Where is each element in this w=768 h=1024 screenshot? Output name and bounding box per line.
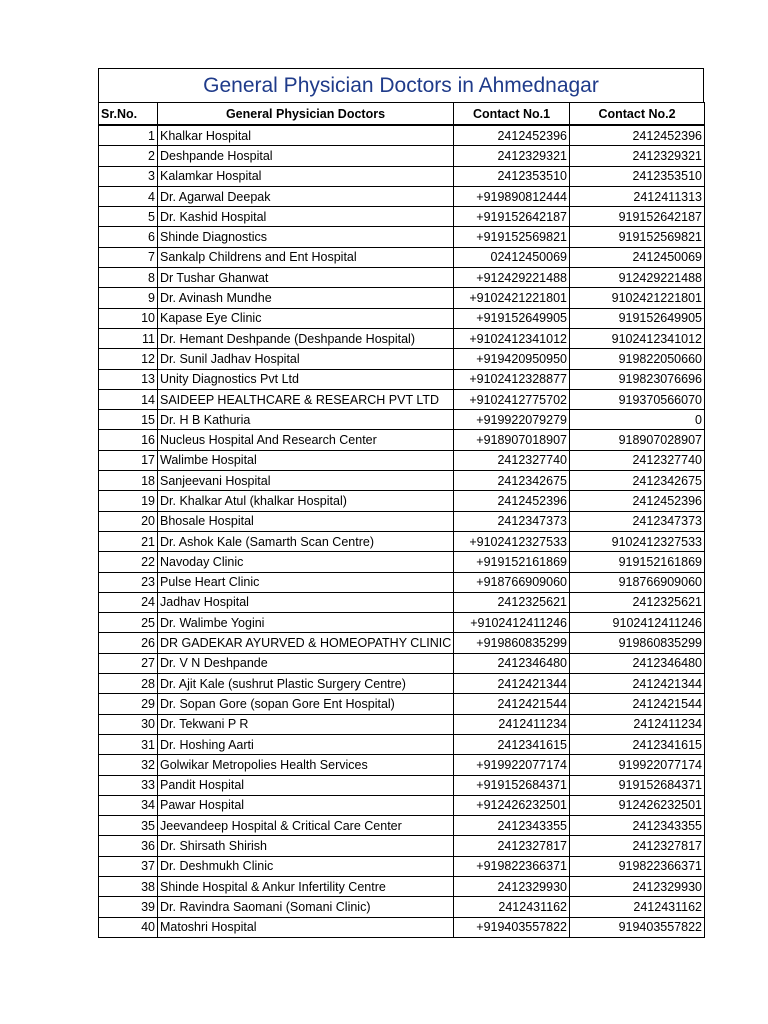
row-sr-no: 27 [99, 653, 158, 673]
table-row [99, 755, 705, 775]
row-doctor-name: Dr. Ravindra Saomani (Somani Clinic) [158, 897, 454, 917]
row-contact-1: +919152649905 [454, 308, 570, 328]
row-contact-2: 919152569821 [570, 227, 705, 247]
row-contact-1: 02412450069 [454, 247, 570, 267]
table-row [99, 694, 705, 714]
row-sr-no: 30 [99, 714, 158, 734]
row-contact-2: 2412342675 [570, 471, 705, 491]
row-doctor-name: Golwikar Metropolies Health Services [158, 755, 454, 775]
table-row [99, 613, 705, 633]
row-doctor-name: Dr. Khalkar Atul (khalkar Hospital) [158, 491, 454, 511]
row-sr-no: 8 [99, 268, 158, 288]
row-sr-no: 31 [99, 734, 158, 754]
row-doctor-name: Dr. Deshmukh Clinic [158, 856, 454, 876]
row-sr-no: 19 [99, 491, 158, 511]
header-row [99, 103, 705, 126]
row-sr-no: 15 [99, 410, 158, 430]
row-sr-no: 23 [99, 572, 158, 592]
row-contact-2: 919922077174 [570, 755, 705, 775]
table-row [99, 592, 705, 612]
table-row [99, 552, 705, 572]
row-doctor-name: Dr. Hoshing Aarti [158, 734, 454, 754]
row-sr-no: 39 [99, 897, 158, 917]
row-sr-no: 16 [99, 430, 158, 450]
row-contact-1: 2412329930 [454, 876, 570, 896]
row-contact-2: 9102412411246 [570, 613, 705, 633]
row-contact-1: 2412431162 [454, 897, 570, 917]
row-sr-no: 2 [99, 146, 158, 166]
table-row [99, 186, 705, 206]
row-sr-no: 29 [99, 694, 158, 714]
row-contact-1: +919152684371 [454, 775, 570, 795]
table-row [99, 734, 705, 754]
row-contact-1: +912426232501 [454, 795, 570, 815]
row-sr-no: 21 [99, 531, 158, 551]
row-contact-2: 2412343355 [570, 816, 705, 836]
row-contact-2: 2412346480 [570, 653, 705, 673]
row-contact-1: 2412327817 [454, 836, 570, 856]
row-contact-1: 2412342675 [454, 471, 570, 491]
row-doctor-name: Bhosale Hospital [158, 511, 454, 531]
row-contact-1: 2412329321 [454, 146, 570, 166]
row-doctor-name: Khalkar Hospital [158, 125, 454, 146]
row-contact-2: 919152649905 [570, 308, 705, 328]
table-row [99, 450, 705, 470]
row-contact-1: 2412327740 [454, 450, 570, 470]
row-contact-2: 2412329930 [570, 876, 705, 896]
row-contact-2: 2412452396 [570, 125, 705, 146]
header-sr-no: Sr.No. [99, 103, 158, 126]
table-row [99, 125, 705, 146]
row-contact-1: +912429221488 [454, 268, 570, 288]
row-contact-2: 919822366371 [570, 856, 705, 876]
row-doctor-name: Walimbe Hospital [158, 450, 454, 470]
row-contact-1: +919890812444 [454, 186, 570, 206]
row-contact-2: 918766909060 [570, 572, 705, 592]
row-sr-no: 24 [99, 592, 158, 612]
row-doctor-name: Pulse Heart Clinic [158, 572, 454, 592]
row-doctor-name: Nucleus Hospital And Research Center [158, 430, 454, 450]
row-doctor-name: DR GADEKAR AYURVED & HOMEOPATHY CLINIC [158, 633, 454, 653]
row-contact-1: +9102412327533 [454, 531, 570, 551]
table-row [99, 795, 705, 815]
table-row [99, 369, 705, 389]
row-contact-1: +919152642187 [454, 207, 570, 227]
row-sr-no: 5 [99, 207, 158, 227]
row-contact-2: 2412327817 [570, 836, 705, 856]
row-sr-no: 35 [99, 816, 158, 836]
row-contact-2: 2412431162 [570, 897, 705, 917]
row-doctor-name: Dr. Sopan Gore (sopan Gore Ent Hospital) [158, 694, 454, 714]
row-contact-1: 2412353510 [454, 166, 570, 186]
row-doctor-name: SAIDEEP HEALTHCARE & RESEARCH PVT LTD [158, 389, 454, 409]
row-doctor-name: Matoshri Hospital [158, 917, 454, 937]
row-contact-2: 0 [570, 410, 705, 430]
row-doctor-name: Dr. Hemant Deshpande (Deshpande Hospital) [158, 328, 454, 348]
row-doctor-name: Jadhav Hospital [158, 592, 454, 612]
table-row [99, 572, 705, 592]
row-contact-2: 919823076696 [570, 369, 705, 389]
table-row [99, 491, 705, 511]
table-row [99, 714, 705, 734]
row-contact-1: +919152569821 [454, 227, 570, 247]
row-sr-no: 3 [99, 166, 158, 186]
table-row [99, 816, 705, 836]
table-body [99, 125, 705, 937]
table-row [99, 146, 705, 166]
row-contact-2: 9102421221801 [570, 288, 705, 308]
row-sr-no: 17 [99, 450, 158, 470]
row-contact-2: 919822050660 [570, 349, 705, 369]
row-contact-2: 2412452396 [570, 491, 705, 511]
row-contact-2: 2412450069 [570, 247, 705, 267]
table-row [99, 288, 705, 308]
row-doctor-name: Dr. Ajit Kale (sushrut Plastic Surgery Centre) [158, 674, 454, 694]
spreadsheet [98, 68, 704, 938]
row-sr-no: 4 [99, 186, 158, 206]
table-row [99, 247, 705, 267]
row-contact-1: 2412421544 [454, 694, 570, 714]
row-doctor-name: Dr Tushar Ghanwat [158, 268, 454, 288]
row-doctor-name: Dr. Sunil Jadhav Hospital [158, 349, 454, 369]
row-doctor-name: Dr. Ashok Kale (Samarth Scan Centre) [158, 531, 454, 551]
row-sr-no: 18 [99, 471, 158, 491]
table-row [99, 166, 705, 186]
table-row [99, 268, 705, 288]
row-contact-2: 919152642187 [570, 207, 705, 227]
sheet-title: General Physician Doctors in Ahmednagar [98, 68, 704, 102]
row-contact-1: +919152161869 [454, 552, 570, 572]
row-contact-2: 9102412341012 [570, 328, 705, 348]
row-contact-1: +919822366371 [454, 856, 570, 876]
row-doctor-name: Shinde Hospital & Ankur Infertility Centre [158, 876, 454, 896]
row-doctor-name: Dr. Avinash Mundhe [158, 288, 454, 308]
row-contact-1: +918766909060 [454, 572, 570, 592]
row-contact-2: 918907028907 [570, 430, 705, 450]
row-doctor-name: Navoday Clinic [158, 552, 454, 572]
row-sr-no: 11 [99, 328, 158, 348]
row-doctor-name: Dr. Agarwal Deepak [158, 186, 454, 206]
row-contact-1: 2412341615 [454, 734, 570, 754]
row-contact-2: 2412411234 [570, 714, 705, 734]
row-contact-2: 912426232501 [570, 795, 705, 815]
table-row [99, 328, 705, 348]
row-contact-1: 2412347373 [454, 511, 570, 531]
row-sr-no: 7 [99, 247, 158, 267]
row-sr-no: 28 [99, 674, 158, 694]
row-sr-no: 6 [99, 227, 158, 247]
row-contact-2: 2412353510 [570, 166, 705, 186]
row-contact-2: 919370566070 [570, 389, 705, 409]
row-contact-2: 9102412327533 [570, 531, 705, 551]
table-row [99, 897, 705, 917]
table-row [99, 653, 705, 673]
row-sr-no: 1 [99, 125, 158, 146]
row-contact-1: 2412421344 [454, 674, 570, 694]
row-contact-1: 2412452396 [454, 491, 570, 511]
row-contact-1: 2412325621 [454, 592, 570, 612]
header-doctor-name: General Physician Doctors [158, 103, 454, 126]
row-doctor-name: Jeevandeep Hospital & Critical Care Center [158, 816, 454, 836]
table-row [99, 471, 705, 491]
row-contact-1: +919922079279 [454, 410, 570, 430]
table-row [99, 389, 705, 409]
row-contact-2: 2412329321 [570, 146, 705, 166]
header-contact-1: Contact No.1 [454, 103, 570, 126]
table-row [99, 531, 705, 551]
row-doctor-name: Dr. H B Kathuria [158, 410, 454, 430]
row-contact-1: +919403557822 [454, 917, 570, 937]
table-row [99, 227, 705, 247]
row-sr-no: 32 [99, 755, 158, 775]
table-row [99, 207, 705, 227]
row-sr-no: 12 [99, 349, 158, 369]
row-sr-no: 36 [99, 836, 158, 856]
table-row [99, 876, 705, 896]
row-contact-1: 2412452396 [454, 125, 570, 146]
row-contact-2: 919860835299 [570, 633, 705, 653]
row-contact-2: 912429221488 [570, 268, 705, 288]
row-doctor-name: Sanjeevani Hospital [158, 471, 454, 491]
row-contact-1: +9102412775702 [454, 389, 570, 409]
row-doctor-name: Dr. Kashid Hospital [158, 207, 454, 227]
row-contact-1: +9102421221801 [454, 288, 570, 308]
row-doctor-name: Sankalp Childrens and Ent Hospital [158, 247, 454, 267]
row-contact-1: +9102412341012 [454, 328, 570, 348]
row-sr-no: 9 [99, 288, 158, 308]
table-row [99, 856, 705, 876]
row-doctor-name: Dr. Tekwani P R [158, 714, 454, 734]
table-row [99, 410, 705, 430]
row-contact-1: +918907018907 [454, 430, 570, 450]
table-row [99, 633, 705, 653]
row-sr-no: 33 [99, 775, 158, 795]
row-contact-2: 2412341615 [570, 734, 705, 754]
row-doctor-name: Dr. Walimbe Yogini [158, 613, 454, 633]
row-contact-2: 2412325621 [570, 592, 705, 612]
row-sr-no: 26 [99, 633, 158, 653]
table-row [99, 836, 705, 856]
table-row [99, 349, 705, 369]
row-contact-1: +919860835299 [454, 633, 570, 653]
row-doctor-name: Kapase Eye Clinic [158, 308, 454, 328]
row-sr-no: 37 [99, 856, 158, 876]
row-doctor-name: Deshpande Hospital [158, 146, 454, 166]
row-contact-1: 2412346480 [454, 653, 570, 673]
table-row [99, 511, 705, 531]
row-doctor-name: Shinde Diagnostics [158, 227, 454, 247]
row-sr-no: 38 [99, 876, 158, 896]
row-sr-no: 14 [99, 389, 158, 409]
row-contact-1: +919922077174 [454, 755, 570, 775]
row-contact-1: +9102412411246 [454, 613, 570, 633]
row-sr-no: 22 [99, 552, 158, 572]
row-doctor-name: Pawar Hospital [158, 795, 454, 815]
row-sr-no: 10 [99, 308, 158, 328]
row-contact-1: 2412411234 [454, 714, 570, 734]
row-contact-2: 2412327740 [570, 450, 705, 470]
row-doctor-name: Unity Diagnostics Pvt Ltd [158, 369, 454, 389]
row-contact-2: 2412421544 [570, 694, 705, 714]
doctors-table [98, 102, 705, 938]
row-contact-2: 919152161869 [570, 552, 705, 572]
table-row [99, 775, 705, 795]
row-sr-no: 13 [99, 369, 158, 389]
row-sr-no: 34 [99, 795, 158, 815]
row-contact-2: 2412411313 [570, 186, 705, 206]
row-contact-1: +9102412328877 [454, 369, 570, 389]
row-contact-1: 2412343355 [454, 816, 570, 836]
row-doctor-name: Kalamkar Hospital [158, 166, 454, 186]
row-doctor-name: Pandit Hospital [158, 775, 454, 795]
row-doctor-name: Dr. V N Deshpande [158, 653, 454, 673]
row-sr-no: 20 [99, 511, 158, 531]
table-row [99, 917, 705, 937]
table-row [99, 308, 705, 328]
row-contact-2: 2412421344 [570, 674, 705, 694]
table-row [99, 674, 705, 694]
row-contact-2: 919403557822 [570, 917, 705, 937]
header-contact-2: Contact No.2 [570, 103, 705, 126]
row-contact-2: 2412347373 [570, 511, 705, 531]
row-contact-2: 919152684371 [570, 775, 705, 795]
row-sr-no: 25 [99, 613, 158, 633]
row-doctor-name: Dr. Shirsath Shirish [158, 836, 454, 856]
table-row [99, 430, 705, 450]
row-sr-no: 40 [99, 917, 158, 937]
row-contact-1: +919420950950 [454, 349, 570, 369]
